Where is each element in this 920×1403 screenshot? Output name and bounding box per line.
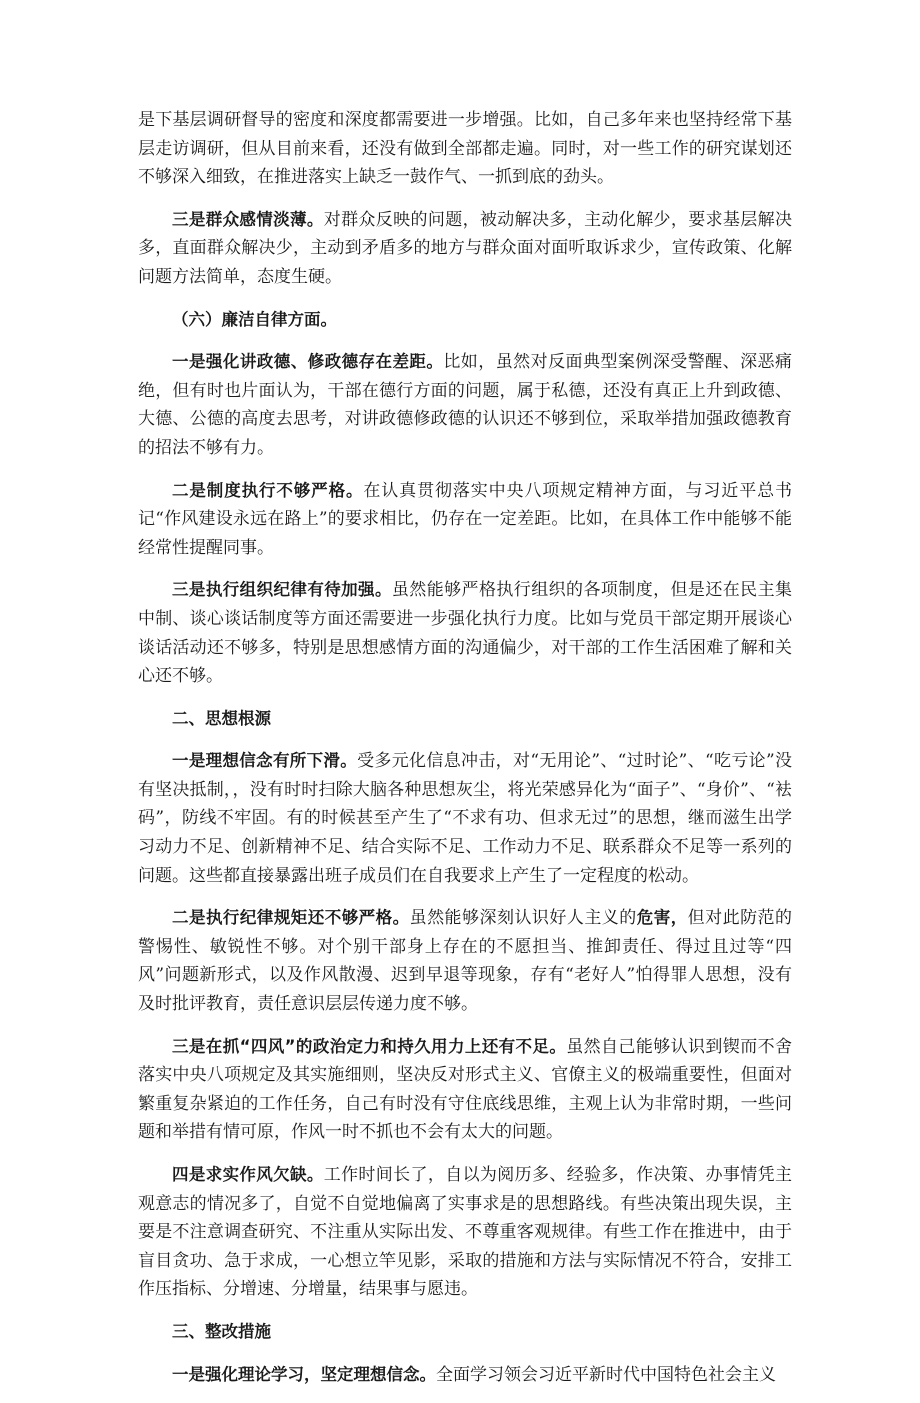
paragraph-text: 工作时间长了，自以为阅历多、经验多，作决策、办事情凭主观意志的情况多了，自觉不自觉地偏离了实事求是的思想路线。有些决策出现失误，主要是不注意调查研究、不注重从实际出发、不尊重客观规律。有些工作在推进中，由于盲目贪功、急于求成，一心想立竿见影，采取的措施和方法与实际情况不符合，安排工作压指标、分增速、分增量，结果事与愿违。 bbox=[138, 1165, 793, 1300]
paragraph-text-continued: 但对此防范的警惕性、敏锐性不够。对个别干部身上存在的不愿担当、推卸责任、得过且过等“四风”问题新形式，以及作风散漫、迟到早退等现象，存有“老好人”怕得罪人思想，没有及时批评教育，责任意识层层传递力度不够。 bbox=[138, 908, 793, 1015]
section-heading-6: （六）廉洁自律方面。 bbox=[172, 309, 337, 329]
section-heading-2: 二、思想根源 bbox=[172, 708, 271, 728]
paragraph-6 bbox=[138, 576, 792, 690]
paragraph-5 bbox=[138, 477, 792, 563]
paragraph-text: 比如，虽然对反面典型案例深受警醒、深恶痛绝，但有时也片面认为，干部在德行方面的问题，属于私德，还没有真正上升到政德、大德、公德的高度去思考，对讲政德修政德的认识还不够到位，采取举措加强政德教育的招法不够有力。 bbox=[138, 352, 793, 458]
paragraph-lead: 二是执行纪律规矩还不够严格。 bbox=[172, 908, 410, 928]
paragraph-text: 虽然能够深刻认识好人主义的 bbox=[409, 908, 637, 929]
paragraph-text: 对群众反映的问题，被动解决多，主动化解少，要求基层解决多，直面群众解决少，主动到矛盾多的地方与群众面对面听取诉求少，宣传政策、化解问题方法简单，态度生硬。 bbox=[138, 209, 793, 287]
paragraph-lead: 四是求实作风欠缺。 bbox=[172, 1165, 324, 1184]
paragraph-lead: 一是强化讲政德、修政德存在差距。 bbox=[172, 352, 444, 372]
paragraph-emphasis: 危害， bbox=[636, 908, 688, 928]
paragraph-text: 在认真贯彻落实中央八项规定精神方面，与习近平总书记“作风建设永远在路上”的要求相比，仍存在一定差距。比如，在具体工作中能够不能经常性提醒同事。 bbox=[138, 480, 793, 558]
paragraph-2 bbox=[138, 206, 792, 292]
document-body bbox=[138, 106, 792, 1403]
paragraph-4 bbox=[138, 348, 792, 462]
section-heading-3: 三、整改措施 bbox=[172, 1321, 271, 1341]
paragraph-text: 全面学习领会习近平新时代中国特色社会主义 bbox=[436, 1364, 776, 1385]
paragraph-lead: 三是执行组织纪律有待加强。 bbox=[172, 580, 392, 600]
paragraph-text: 受多元化信息冲击，对“无用论”、“过时论”、“吃亏论”没有坚决抵制，，没有时时扫除大脑各种思想灰尘，将光荣感异化为“面子”、“身价”、“袪码”，防线不牢固。有的时候甚至产生了“不求有功、但求无过”的思想，继而滋生出学习动力不足、创新精神不足、结合实际不足、工作动力不足、联系群众不足等一系列的问题。这些都直接暴露出班子成员们在自我要求上产生了一定程度的松动。 bbox=[138, 751, 792, 886]
paragraph-lead: 一是强化理论学习，坚定理想信念。 bbox=[172, 1364, 436, 1384]
paragraph-lead: 三是在抓“四风”的政治定力和持久用力上还有不足。 bbox=[172, 1036, 567, 1056]
paragraph-lead: 二是制度执行不够严格。 bbox=[172, 480, 364, 500]
paragraph-lead: 一是理想信念有所下滑。 bbox=[172, 751, 358, 771]
paragraph-1 bbox=[138, 106, 792, 192]
paragraph-text: 是下基层调研督导的密度和深度都需要进一步增强。比如，自己多年来也坚持经常下基层走访调研，但从目前来看，还没有做到全部都走遍。同时，对一些工作的研究谋划还不够深入细致，在推进落实上缺乏一鼓作气、一抓到底的劲头。 bbox=[138, 110, 792, 188]
paragraph-lead: 三是群众感情淡薄。 bbox=[172, 209, 324, 229]
paragraph-11 bbox=[138, 1161, 792, 1304]
paragraph-text: 虽然自己能够认识到锲而不舍落实中央八项规定及其实施细则，坚决反对形式主义、官僚主义的极端重要性，但面对繁重复杂紧迫的工作任务，自己有时没有守住底线思维，主观上认为非常时期，一些问题和举措有情可原，作风一时不抓也不会有太大的问题。 bbox=[138, 1036, 792, 1143]
paragraph-10 bbox=[138, 1033, 792, 1147]
paragraph-text: 虽然能够严格执行组织的各项制度，但是还在民主集中制、谈心谈话制度等方面还需要进一步强化执行力度。比如与党员干部定期开展谈心谈话活动还不够多，特别是思想感情方面的沟通偏少，对干部的工作生活困难了解和关心还不够。 bbox=[138, 580, 793, 687]
paragraph-13 bbox=[138, 1361, 792, 1390]
paragraph-8 bbox=[138, 747, 792, 890]
paragraph-9 bbox=[138, 904, 792, 1018]
